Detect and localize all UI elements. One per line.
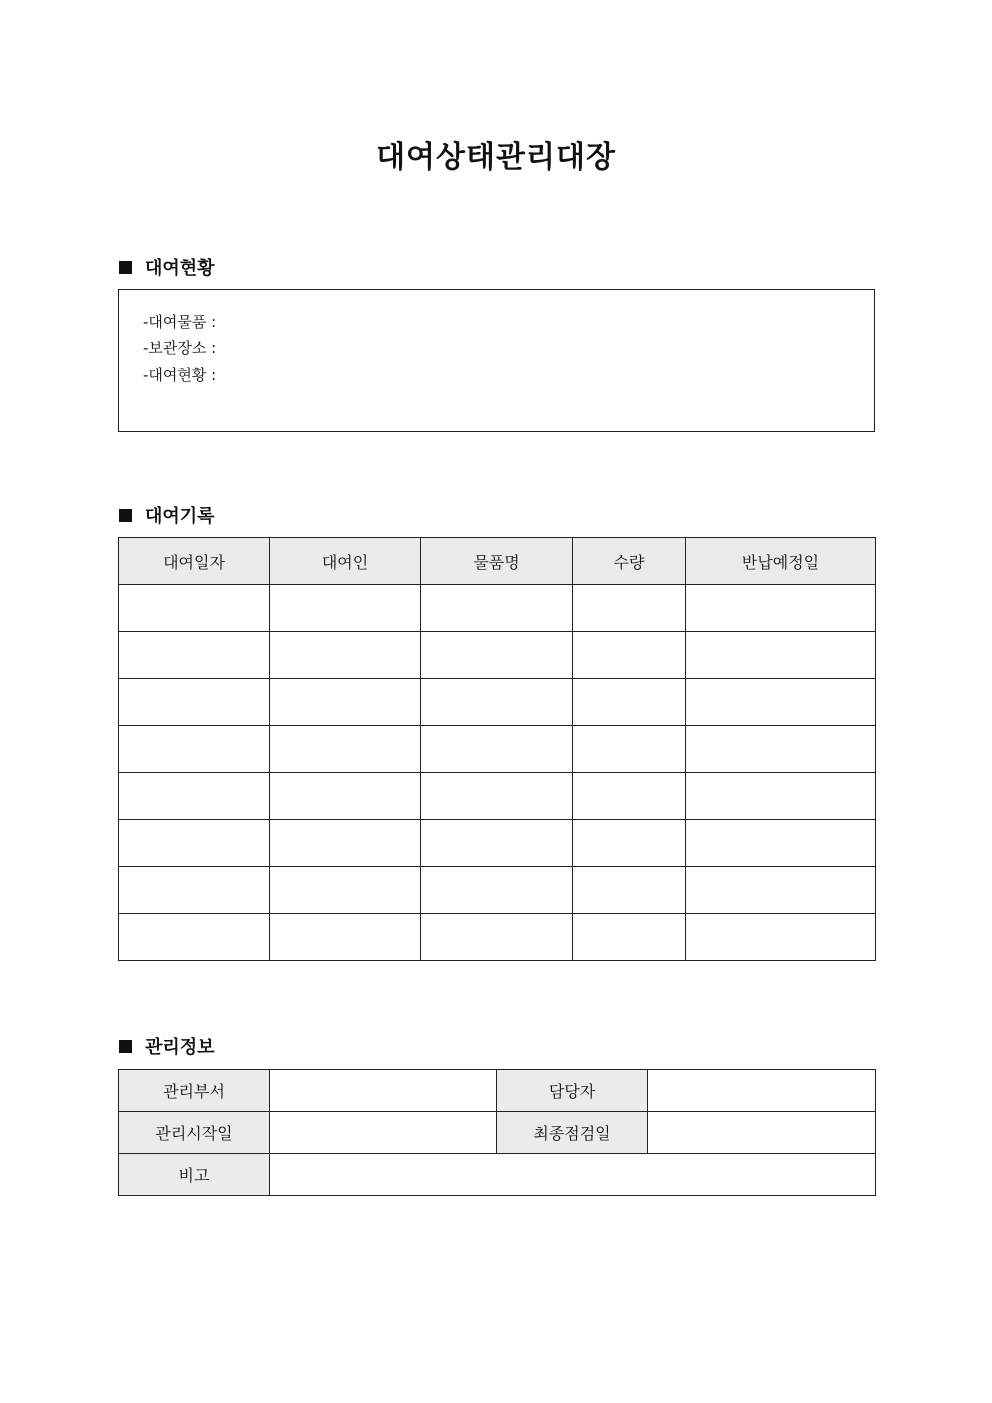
table-row (119, 1154, 876, 1196)
page-title: 대여상태관리대장 (376, 140, 616, 175)
label-department: 관리부서 (119, 1070, 270, 1112)
table-cell[interactable] (270, 585, 421, 632)
square-bullet-icon (119, 261, 132, 274)
rental-records-table (118, 537, 876, 961)
column-header-quantity: 수량 (573, 538, 686, 585)
table-cell[interactable] (686, 679, 876, 726)
table-cell[interactable] (573, 773, 686, 820)
management-heading-text: 관리정보 (145, 1037, 215, 1058)
table-cell[interactable] (686, 585, 876, 632)
table-cell[interactable] (119, 632, 270, 679)
table-header-row (119, 538, 876, 585)
table-row (119, 773, 876, 820)
value-remarks-field[interactable] (270, 1154, 876, 1196)
status-line-location: -보관장소 : (143, 339, 217, 357)
square-bullet-icon (119, 509, 132, 522)
table-cell[interactable] (270, 914, 421, 961)
label-remarks: 비고 (119, 1154, 270, 1196)
table-cell[interactable] (573, 726, 686, 773)
records-section-heading (119, 502, 215, 528)
table-cell[interactable] (270, 679, 421, 726)
table-cell[interactable] (119, 726, 270, 773)
status-section-heading (119, 254, 215, 280)
table-cell[interactable] (421, 585, 573, 632)
table-cell[interactable] (119, 820, 270, 867)
table-cell[interactable] (270, 867, 421, 914)
column-header-renter: 대여인 (270, 538, 421, 585)
status-line-status: -대여현황 : (143, 366, 217, 384)
status-info-box (118, 289, 875, 432)
table-cell[interactable] (421, 632, 573, 679)
table-row (119, 632, 876, 679)
table-cell[interactable] (686, 632, 876, 679)
value-department-field[interactable] (270, 1070, 497, 1112)
column-header-item-name: 물품명 (421, 538, 573, 585)
table-cell[interactable] (270, 632, 421, 679)
table-row (119, 914, 876, 961)
table-row (119, 867, 876, 914)
table-cell[interactable] (573, 585, 686, 632)
value-manager-field[interactable] (648, 1070, 876, 1112)
table-cell[interactable] (270, 820, 421, 867)
table-cell[interactable] (686, 773, 876, 820)
table-cell[interactable] (573, 632, 686, 679)
table-cell[interactable] (421, 867, 573, 914)
management-info-table (118, 1069, 876, 1196)
column-header-rental-date: 대여일자 (119, 538, 270, 585)
table-cell[interactable] (686, 867, 876, 914)
status-heading-text: 대여현황 (145, 258, 215, 279)
table-cell[interactable] (421, 773, 573, 820)
table-cell[interactable] (270, 773, 421, 820)
table-cell[interactable] (421, 914, 573, 961)
table-row (119, 1070, 876, 1112)
table-cell[interactable] (119, 679, 270, 726)
table-row (119, 726, 876, 773)
management-section-heading (119, 1033, 215, 1059)
square-bullet-icon (119, 1040, 132, 1053)
table-cell[interactable] (119, 773, 270, 820)
table-cell[interactable] (686, 820, 876, 867)
table-cell[interactable] (573, 867, 686, 914)
table-row (119, 585, 876, 632)
table-cell[interactable] (573, 679, 686, 726)
label-start-date: 관리시작일 (119, 1112, 270, 1154)
table-row (119, 820, 876, 867)
table-cell[interactable] (421, 820, 573, 867)
table-row (119, 679, 876, 726)
table-cell[interactable] (270, 726, 421, 773)
status-line-item: -대여물품 : (143, 313, 217, 331)
table-cell[interactable] (119, 914, 270, 961)
column-header-return-date: 반납예정일 (686, 538, 876, 585)
table-cell[interactable] (573, 914, 686, 961)
table-cell[interactable] (119, 867, 270, 914)
records-heading-text: 대여기록 (145, 506, 215, 527)
value-start-date-field[interactable] (270, 1112, 497, 1154)
table-row (119, 1112, 876, 1154)
table-cell[interactable] (573, 820, 686, 867)
label-manager: 담당자 (497, 1070, 648, 1112)
table-cell[interactable] (686, 914, 876, 961)
table-cell[interactable] (119, 585, 270, 632)
value-last-check-field[interactable] (648, 1112, 876, 1154)
table-cell[interactable] (686, 726, 876, 773)
table-cell[interactable] (421, 679, 573, 726)
label-last-check: 최종점검일 (497, 1112, 648, 1154)
table-cell[interactable] (421, 726, 573, 773)
